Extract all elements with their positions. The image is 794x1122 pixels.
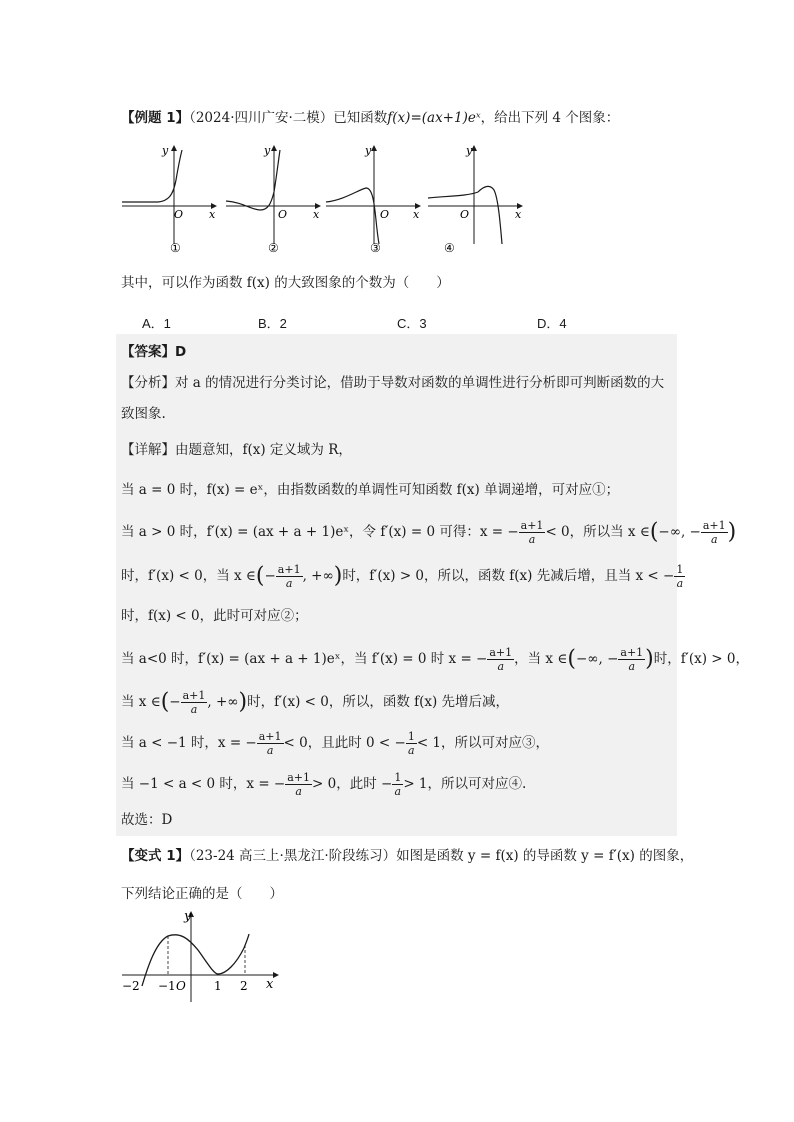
svg-text:x: x	[515, 208, 522, 221]
text: > 1，所以可对应④.	[403, 776, 527, 792]
frac-num: a+1	[277, 563, 301, 576]
svg-text:O: O	[174, 208, 184, 221]
y-axis-label: y	[184, 909, 192, 924]
case-a-positive-2: 时，f′(x) < 0，当 x ∈(− $\frac{a+1}{a}$ , +∞)时，f′(x) > 0，所以，函数 f(x) 先减后增，且当 x < − $\frac{1}{a}$	[121, 563, 684, 590]
fraction	[285, 771, 312, 798]
graph-2-label: ②	[268, 241, 279, 255]
frac-den: a	[676, 577, 684, 590]
detail-line: 【详解】由题意知，f(x) 定义域为 R，	[121, 442, 352, 458]
case-a-zero: 当 a = 0 时，f(x) = eˣ，由指数函数的单调性可知函数 f(x) 单调递增，可对应①；	[121, 482, 620, 498]
neg: −	[169, 694, 181, 710]
function-expression: f(x)=(ax+1)eˣ	[387, 110, 481, 126]
tick-1: 1	[214, 979, 222, 993]
fraction	[487, 646, 514, 673]
analysis-line-2: 致图象.	[121, 406, 166, 422]
fraction	[181, 689, 208, 716]
choice-c[interactable]: C．3	[397, 316, 427, 331]
text: < 0，且此时 0 < −	[283, 735, 406, 751]
choice-d[interactable]: D．4	[537, 316, 567, 331]
frac-den: a	[394, 785, 402, 798]
frac-den: a	[497, 660, 505, 673]
frac-den: a	[295, 785, 302, 798]
frac-num: 1	[676, 563, 684, 576]
frac-den: a	[528, 533, 536, 546]
svg-text:x: x	[209, 208, 216, 221]
frac-num: 1	[394, 771, 402, 784]
tick-origin: O	[176, 979, 186, 993]
variant-stem-2: 下列结论正确的是（ ）	[121, 886, 283, 902]
question: 其中，可以作为函数 f(x) 的大致图象的个数为（ ）	[121, 275, 450, 291]
case-a-between	[121, 766, 526, 802]
example-source: （2024·四川广安·二模）	[189, 110, 334, 126]
case-a-negative-1: 当 a<0 时，f′(x) = (ax + a + 1)eˣ，当 f′(x) = 0 时 x = − $\frac{a+1}{a}$ ，当 x ∈(−∞, − $\frac{a+1}{a}$ )时，f′(x) > 0，	[121, 646, 749, 673]
svg-text:O: O	[278, 208, 288, 221]
tick-neg2: −2	[122, 979, 140, 993]
graph-3	[326, 144, 420, 255]
svg-text:x: x	[413, 208, 420, 221]
text: 当 a < −1 时，x = −	[121, 735, 257, 751]
x-axis-label: x	[266, 977, 274, 992]
neg: −	[264, 568, 276, 584]
interval-text: , +∞	[302, 568, 334, 584]
svg-text:y: y	[162, 144, 169, 157]
text: 时，f′(x) > 0，	[653, 651, 749, 667]
interval-text: −∞, −	[658, 524, 701, 540]
frac-den: a	[266, 744, 274, 757]
graph-3-label: ③	[370, 241, 381, 255]
svg-text:y: y	[365, 144, 372, 157]
variant-text: 如图是函数 y = f(x) 的导函数 y = f′(x) 的图象，	[396, 848, 694, 864]
four-graphs	[118, 140, 538, 260]
frac-den: a	[710, 533, 718, 546]
text: 当 −1 < a < 0 时，x = −	[121, 776, 286, 792]
graph-4-label: ④	[444, 241, 455, 255]
graph-2	[226, 144, 320, 255]
example-stem	[121, 108, 619, 128]
answer: 【答案】D	[121, 344, 187, 360]
answer-line	[121, 342, 186, 362]
fraction	[392, 771, 403, 798]
variant-source: （23-24 高三上·黑龙江·阶段练习）	[189, 848, 397, 864]
frac-num: a+1	[489, 646, 513, 659]
frac-den: a	[190, 703, 198, 716]
fraction	[701, 519, 728, 546]
choice-b[interactable]: B．2	[258, 316, 287, 331]
tick-2: 2	[240, 979, 248, 993]
final-answer: 故选：D	[121, 812, 173, 828]
text: 时，f′(x) > 0，所以，函数 f(x) 先减后增，且当 x < −	[342, 568, 675, 584]
stem-text-2: ，给出下列 4 个图象：	[480, 110, 620, 126]
text: 时，f′(x) < 0，所以，函数 f(x) 先增后减，	[247, 694, 510, 710]
variant-stem	[121, 846, 693, 866]
frac-num: a+1	[287, 771, 311, 784]
svg-text:O: O	[460, 208, 470, 221]
fraction	[674, 563, 685, 590]
frac-den: a	[285, 577, 293, 590]
interval-text: −∞, −	[575, 651, 619, 667]
analysis-line-1: 【分析】对 a 的情况进行分类讨论，借助于导数对函数的单调性进行分析即可判断函数的大	[121, 375, 665, 391]
text: 时，f′(x) < 0，当 x ∈	[121, 568, 256, 584]
svg-text:y: y	[264, 144, 271, 157]
derivative-graph	[118, 906, 288, 1006]
interval-text: , +∞	[207, 694, 239, 710]
svg-text:x: x	[313, 208, 320, 221]
text: ，当 x ∈	[514, 651, 568, 667]
text: 当 a<0 时，f′(x) = (ax + a + 1)eˣ，当 f′(x) = 0 时 x = −	[121, 651, 488, 667]
graph-4	[428, 144, 522, 255]
graph-1	[122, 144, 216, 255]
choice-a[interactable]: A．1	[142, 316, 171, 331]
variant-tag: 【变式 1】	[121, 848, 190, 864]
svg-text:y: y	[466, 144, 473, 157]
svg-text:O: O	[380, 208, 390, 221]
frac-den: a	[628, 660, 636, 673]
text: < 0，所以当 x ∈	[545, 524, 650, 540]
fraction	[618, 646, 645, 673]
frac-num: 1	[407, 730, 415, 743]
frac-num: a+1	[702, 519, 726, 532]
fraction	[257, 730, 284, 757]
case-a-positive-3: 时，f(x) < 0，此时可对应②；	[121, 608, 308, 624]
text: 当 x ∈	[121, 694, 161, 710]
text: < 1，所以可对应③，	[416, 735, 550, 751]
frac-num: a+1	[620, 646, 644, 659]
tick-neg1: −1	[158, 979, 176, 993]
fraction	[519, 519, 546, 546]
example-tag: 【例题 1】	[121, 110, 190, 126]
frac-num: a+1	[520, 519, 544, 532]
frac-num: a+1	[182, 689, 206, 702]
stem-text: 已知函数	[333, 110, 388, 126]
case-a-positive-1: 当 a > 0 时，f′(x) = (ax + a + 1)eˣ，令 f′(x) = 0 可得：x = − $\frac{a+1}{a}$ < 0，所以当 x ∈(−∞, − $\frac{a+1}{a}$ )	[121, 519, 737, 546]
text: > 0，此时 −	[312, 776, 393, 792]
fraction	[406, 730, 417, 757]
case-a-less-neg1	[121, 725, 549, 761]
graph-1-label: ①	[170, 241, 181, 255]
fraction	[276, 563, 303, 590]
case-a-negative-2: 当 x ∈(− $\frac{a+1}{a}$ , +∞)时，f′(x) < 0，所以，函数 f(x) 先增后减，	[121, 689, 510, 716]
frac-num: a+1	[258, 730, 282, 743]
frac-den: a	[408, 744, 415, 757]
text: 当 a > 0 时，f′(x) = (ax + a + 1)eˣ，令 f′(x) = 0 可得：x = −	[121, 524, 519, 540]
